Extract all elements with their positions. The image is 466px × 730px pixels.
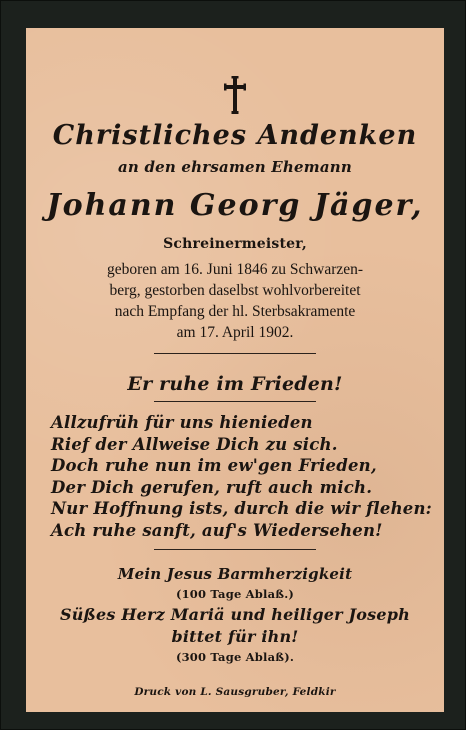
memorial-card: [26, 28, 444, 712]
prayer-mary-joseph-continued: bittet für ihn!: [171, 627, 299, 646]
biography-line: berg, gestorben daselbst wohlvorbereitet: [109, 282, 361, 299]
indulgence-note: (100 Tage Ablaß.): [175, 587, 295, 601]
biography-line: geboren am 16. Juni 1846 zu Schwarzen-: [106, 261, 364, 278]
blessing: Er ruhe im Frieden!: [127, 373, 343, 395]
cross-icon: [224, 76, 246, 118]
poem-line: Der Dich gerufen, ruft auch mich.: [51, 477, 373, 497]
poem-line: Doch ruhe nun im ew'gen Frieden,: [51, 456, 377, 475]
poem-line: Nur Hoffnung ists, durch die wir flehen:: [51, 499, 432, 518]
printer-credit: Druck von L. Sausgruber, Feldkir: [134, 686, 336, 698]
card-heading: Christliches Andenken: [52, 120, 418, 151]
deceased-name: Johann Georg Jäger,: [46, 188, 424, 223]
occupation: Schreinermeister,: [163, 236, 307, 252]
poem-line: Ach ruhe sanft, auf's Wiedersehen!: [51, 520, 383, 540]
divider: [154, 549, 316, 550]
prayer-mary-joseph: Süßes Herz Mariä und heiliger Joseph: [60, 605, 410, 624]
poem-line: Rief der Allweise Dich zu sich.: [51, 434, 338, 454]
divider: [154, 353, 316, 354]
indulgence-note: (300 Tage Ablaß).: [175, 650, 295, 664]
prayer-jesus: Mein Jesus Barmherzigkeit: [117, 565, 353, 583]
biography-line: am 17. April 1902.: [176, 324, 294, 341]
biography: [26, 259, 444, 343]
card-subheading: an den ehrsamen Ehemann: [118, 158, 352, 176]
divider: [154, 401, 316, 402]
poem-line: Allzufrüh für uns hienieden: [51, 413, 313, 432]
biography-line: nach Empfang der hl. Sterbsakramente: [114, 303, 356, 320]
poem: [51, 412, 432, 541]
